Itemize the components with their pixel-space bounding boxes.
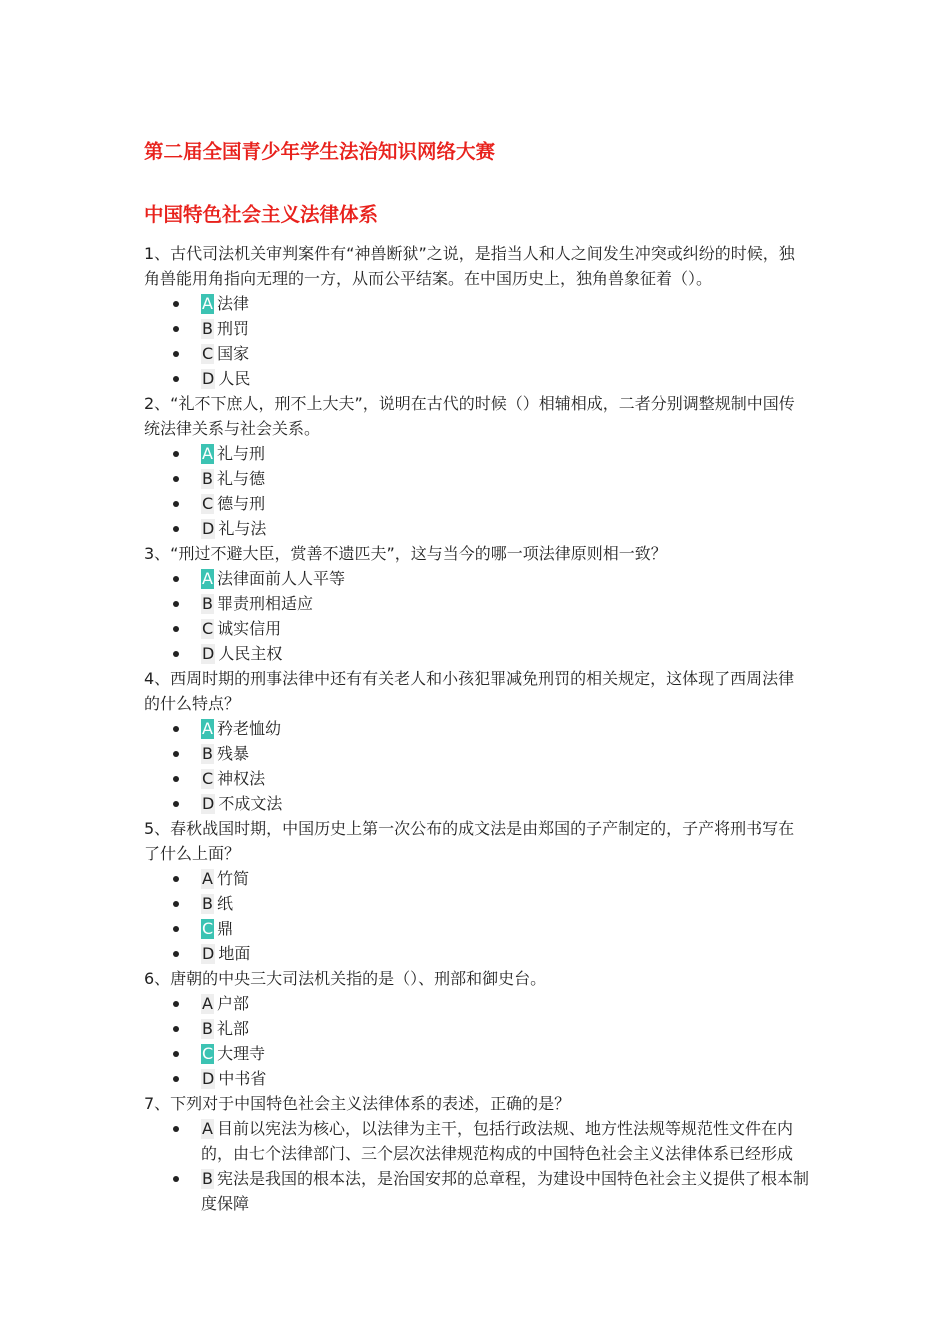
question-item bbox=[144, 241, 809, 391]
question-item bbox=[144, 966, 809, 1091]
correct-option-letter: C bbox=[202, 919, 214, 938]
option-letter: B bbox=[202, 469, 213, 488]
option-list bbox=[144, 566, 809, 666]
option-letter: D bbox=[202, 1069, 215, 1088]
answer-option bbox=[144, 591, 809, 616]
document-content bbox=[144, 132, 809, 1216]
option-letter: B bbox=[202, 1169, 213, 1188]
question-item bbox=[144, 816, 809, 966]
option-letter: A bbox=[202, 869, 213, 888]
option-letter: B bbox=[202, 319, 213, 338]
option-letter: C bbox=[202, 494, 214, 513]
answer-option bbox=[144, 716, 809, 741]
answer-option bbox=[144, 316, 809, 341]
option-text: 诚实信用 bbox=[217, 619, 282, 638]
option-list bbox=[144, 716, 809, 816]
answer-option bbox=[144, 1041, 809, 1066]
option-list bbox=[144, 1116, 809, 1216]
option-list bbox=[144, 441, 809, 541]
question-item bbox=[144, 666, 809, 816]
answer-option bbox=[144, 566, 809, 591]
option-text: 矜老恤幼 bbox=[216, 719, 281, 738]
option-text: 罪责刑相适应 bbox=[216, 594, 313, 613]
option-letter: A bbox=[202, 994, 213, 1013]
question-text: 7、下列对于中国特色社会主义法律体系的表述，正确的是？ bbox=[144, 1094, 571, 1113]
option-letter: D bbox=[202, 794, 215, 813]
answer-option bbox=[144, 291, 809, 316]
answer-option bbox=[144, 366, 809, 391]
question-text: 2、“礼不下庶人，刑不上大夫”，说明在古代的时候（）相辅相成，二者分别调整规制中国传统法律关系与社会关系。 bbox=[144, 394, 795, 438]
option-letter: A bbox=[202, 1119, 213, 1138]
answer-option bbox=[144, 991, 809, 1016]
option-text: 礼与法 bbox=[218, 519, 267, 538]
option-letter: C bbox=[202, 619, 214, 638]
option-text: 户部 bbox=[216, 994, 249, 1013]
option-text: 宪法是我国的根本法，是治国安邦的总章程，为建设中国特色社会主义提供了根本制度保障 bbox=[201, 1169, 809, 1213]
document-title: 第二届全国青少年学生法治知识网络大赛 bbox=[144, 140, 496, 163]
question-text: 3、“刑过不避大臣，赏善不遗匹夫”，这与当今的哪一项法律原则相一致？ bbox=[144, 544, 667, 563]
option-letter: D bbox=[202, 519, 215, 538]
answer-option bbox=[144, 1066, 809, 1091]
correct-option-letter: A bbox=[202, 294, 213, 313]
option-list bbox=[144, 291, 809, 391]
answer-option bbox=[144, 441, 809, 466]
option-list bbox=[144, 991, 809, 1091]
option-text: 人民主权 bbox=[218, 644, 283, 663]
answer-option bbox=[144, 1166, 809, 1216]
option-letter: B bbox=[202, 744, 213, 763]
option-letter: D bbox=[202, 644, 215, 663]
option-text: 神权法 bbox=[217, 769, 266, 788]
option-letter: B bbox=[202, 894, 213, 913]
option-text: 中书省 bbox=[218, 1069, 267, 1088]
answer-option bbox=[144, 491, 809, 516]
answer-option bbox=[144, 866, 809, 891]
question-item bbox=[144, 391, 809, 541]
option-letter: D bbox=[202, 944, 215, 963]
answer-option bbox=[144, 766, 809, 791]
option-text: 竹简 bbox=[216, 869, 249, 888]
correct-option-letter: A bbox=[202, 569, 213, 588]
option-text: 目前以宪法为核心，以法律为主干，包括行政法规、地方性法规等规范性文件在内的，由七个法律部门、三个层次法律规范构成的中国特色社会主义法律体系已经形成 bbox=[201, 1119, 794, 1163]
question-text: 5、春秋战国时期，中国历史上第一次公布的成文法是由郑国的子产制定的，子产将刑书写在了什么上面？ bbox=[144, 819, 795, 863]
option-text: 国家 bbox=[217, 344, 250, 363]
option-text: 地面 bbox=[218, 944, 251, 963]
option-letter: C bbox=[202, 769, 214, 788]
option-text: 礼与德 bbox=[216, 469, 265, 488]
question-item bbox=[144, 541, 809, 666]
option-text: 礼与刑 bbox=[216, 444, 265, 463]
answer-option bbox=[144, 616, 809, 641]
answer-option bbox=[144, 1016, 809, 1041]
option-text: 不成文法 bbox=[218, 794, 283, 813]
option-text: 人民 bbox=[218, 369, 251, 388]
correct-option-letter: A bbox=[202, 719, 213, 738]
option-text: 法律 bbox=[216, 294, 249, 313]
answer-option bbox=[144, 641, 809, 666]
question-item bbox=[144, 1091, 809, 1216]
correct-option-letter: A bbox=[202, 444, 213, 463]
question-text: 1、古代司法机关审判案件有“神兽断狱”之说，是指当人和人之间发生冲突或纠纷的时候，独角兽能用角指向无理的一方，从而公平结案。在中国历史上，独角兽象征着（）。 bbox=[144, 244, 795, 288]
option-text: 大理寺 bbox=[217, 1044, 266, 1063]
answer-option bbox=[144, 891, 809, 916]
option-text: 德与刑 bbox=[217, 494, 266, 513]
answer-option bbox=[144, 516, 809, 541]
answer-option bbox=[144, 466, 809, 491]
answer-option bbox=[144, 916, 809, 941]
option-letter: C bbox=[202, 344, 214, 363]
correct-option-letter: C bbox=[202, 1044, 214, 1063]
answer-option bbox=[144, 1116, 809, 1166]
question-text: 4、西周时期的刑事法律中还有有关老人和小孩犯罪减免刑罚的相关规定，这体现了西周法律的什么特点？ bbox=[144, 669, 795, 713]
option-text: 礼部 bbox=[216, 1019, 249, 1038]
option-text: 刑罚 bbox=[216, 319, 249, 338]
answer-option bbox=[144, 341, 809, 366]
option-letter: B bbox=[202, 594, 213, 613]
option-text: 残暴 bbox=[216, 744, 249, 763]
option-list bbox=[144, 866, 809, 966]
option-text: 鼎 bbox=[217, 919, 234, 938]
question-text: 6、唐朝的中央三大司法机关指的是（）、刑部和御史台。 bbox=[144, 969, 547, 988]
answer-option bbox=[144, 941, 809, 966]
question-list bbox=[144, 241, 809, 1216]
option-text: 法律面前人人平等 bbox=[216, 569, 345, 588]
section-title: 中国特色社会主义法律体系 bbox=[144, 203, 379, 226]
answer-option bbox=[144, 741, 809, 766]
option-text: 纸 bbox=[216, 894, 233, 913]
option-letter: B bbox=[202, 1019, 213, 1038]
answer-option bbox=[144, 791, 809, 816]
option-letter: D bbox=[202, 369, 215, 388]
